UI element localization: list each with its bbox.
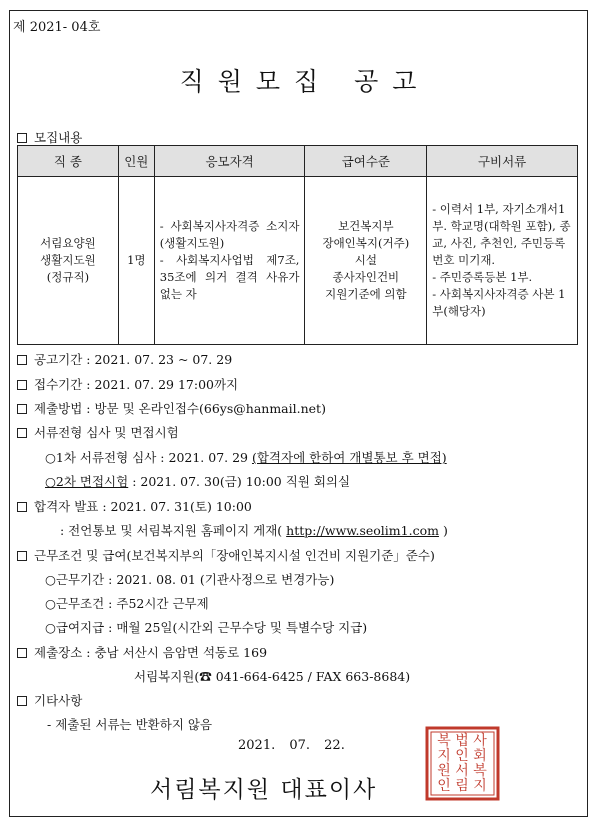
seal-text: 복 지 원 인 <box>437 733 451 794</box>
checkbox-icon <box>17 133 27 143</box>
issue-date: 2021. 07. 22. <box>238 738 345 753</box>
seal-stamp <box>424 725 501 802</box>
cell-count: 1명 <box>118 177 154 345</box>
recruit-table <box>17 145 578 345</box>
page-title: 직원모집 공고 <box>179 67 431 96</box>
table-row <box>18 177 578 345</box>
item-method: 제출방법 : 방문 및 온라인접수(66ys@hanmail.net) <box>17 399 326 417</box>
item-pay: ○급여지급 : 매월 25일(시간외 근무수당 및 특별수당 지급) <box>45 620 368 635</box>
checkbox-icon <box>17 648 27 658</box>
cell-job: 서림요양원 생활지도원 (정규직) <box>18 177 119 345</box>
checkbox-icon <box>17 404 27 414</box>
checkbox-icon <box>17 696 27 706</box>
item-receipt: 접수기간 : 2021. 07. 29 17:00까지 <box>17 375 238 393</box>
section-recruit-heading: 모집내용 <box>17 128 82 146</box>
seal-text: 법 인 서 림 <box>455 733 469 794</box>
item-work-hours: ○근무조건 : 주52시간 근무제 <box>45 596 209 611</box>
issuer-name: 서림복지원 대표이사 <box>150 777 378 803</box>
homepage-link[interactable]: http://www.seolim1.com <box>286 523 439 538</box>
header-job: 직 종 <box>18 146 119 177</box>
seal-text: 사 회 복 지 <box>473 733 487 794</box>
item-announce: 합격자 발표 : 2021. 07. 31(토) 10:00 <box>17 497 252 515</box>
item-first-screening: ○1차 서류전형 심사 : 2021. 07. 29 (합격자에 한하여 개별통보 후 면접) <box>45 450 447 465</box>
item-period: 공고기간 : 2021. 07. 23 ~ 07. 29 <box>17 350 232 368</box>
table-header-row <box>18 146 578 177</box>
cell-salary: 보건복지부 장애인복지(거주) 시설 종사자인건비 지원기준에 의함 <box>305 177 427 345</box>
checkbox-icon <box>17 428 27 438</box>
checkbox-icon <box>17 380 27 390</box>
header-qualifications: 응모자격 <box>154 146 305 177</box>
document-number: 제 2021- 04호 <box>13 20 101 35</box>
checkbox-icon <box>17 355 27 365</box>
item-conditions: 근무조건 및 급여(보건복지부의「장애인복지시설 인건비 지원기준」준수) <box>17 546 435 564</box>
item-place: 제출장소 : 충남 서산시 음암면 석동로 169 <box>17 643 267 661</box>
header-salary: 급여수준 <box>305 146 427 177</box>
item-work-period: ○근무기간 : 2021. 08. 01 (기관사정으로 변경가능) <box>45 572 335 587</box>
item-notify: : 전언통보 및 서림복지원 홈페이지 게재( http://www.seolim1.com ) <box>60 523 448 538</box>
cell-documents: - 이력서 1부, 자기소개서1부. 학교명(대학원 포함), 종교, 사진, 추천인, 주민등록번호 미기재. - 주민증록등본 1부. - 사회복지사자격증 사본 1부(해당자) <box>427 177 578 345</box>
item-contact: 서림복지원(☎ 041-664-6425 / FAX 663-8684) <box>134 669 411 684</box>
item-misc: 기타사항 <box>17 691 82 709</box>
item-second-interview: ○2차 면접시험 : 2021. 07. 30(금) 10:00 직원 회의실 <box>45 474 351 489</box>
cell-qualifications: - 사회복지사자격증 소지자(생활지도원) - 사회복지사업법 제7조, 35조에 의거 결격 사유가 없는 자 <box>154 177 305 345</box>
header-count: 인원 <box>118 146 154 177</box>
item-screening: 서류전형 심사 및 면접시험 <box>17 423 179 441</box>
checkbox-icon <box>17 502 27 512</box>
checkbox-icon <box>17 551 27 561</box>
header-documents: 구비서류 <box>427 146 578 177</box>
item-misc-note: - 제출된 서류는 반환하지 않음 <box>47 717 213 732</box>
